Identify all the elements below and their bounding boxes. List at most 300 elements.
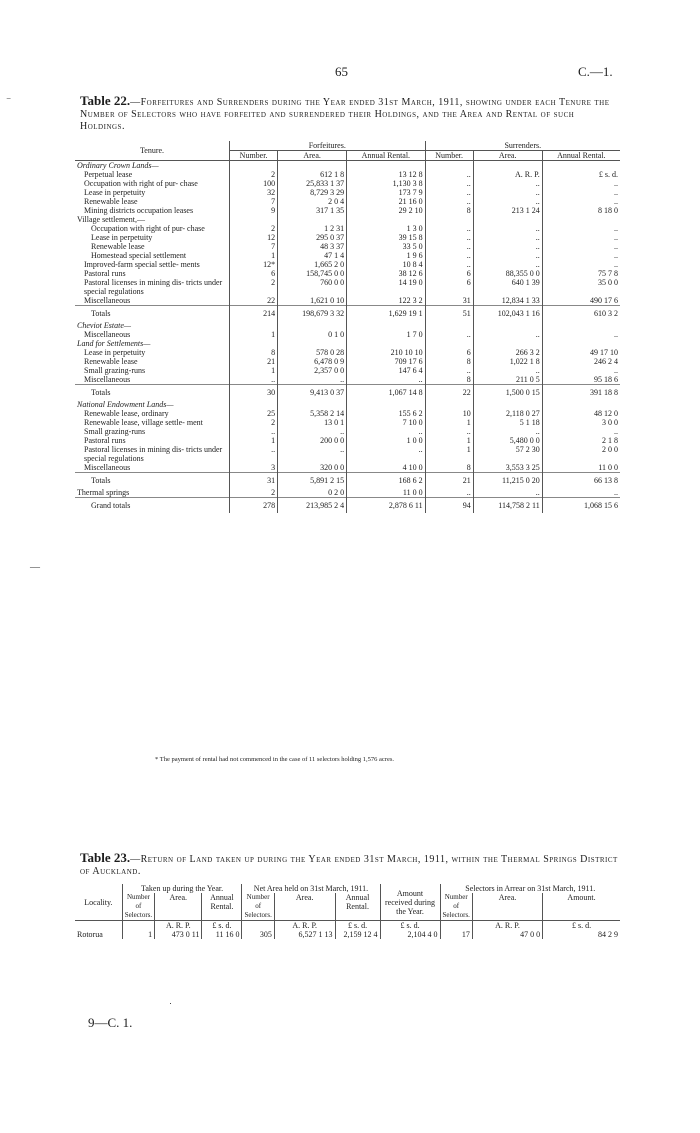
sr-cell: .. bbox=[614, 366, 618, 375]
sn-cell: .. bbox=[425, 488, 473, 498]
sa-cell bbox=[473, 400, 542, 409]
sn-cell: .. bbox=[425, 188, 473, 197]
tenure-cell: Occupation with right of pur- chase bbox=[75, 224, 230, 233]
fr-cell: 210 10 10 bbox=[347, 348, 425, 357]
sn-cell bbox=[425, 161, 473, 171]
table-row bbox=[75, 930, 620, 939]
fn-cell: 8 bbox=[230, 348, 278, 357]
section-heading-row bbox=[75, 400, 620, 409]
fa-cell: 0 2 0 bbox=[278, 488, 347, 498]
col-taken-up: Taken up during the Year. bbox=[122, 884, 242, 893]
fr-cell: 11 0 0 bbox=[347, 488, 425, 498]
fa-cell: 1 2 31 bbox=[278, 224, 347, 233]
fa-cell: 1,621 0 10 bbox=[278, 296, 347, 306]
fr-cell: 173 7 9 bbox=[347, 188, 425, 197]
tenure-cell: Miscellaneous bbox=[75, 375, 230, 385]
sn-cell: 1 bbox=[425, 418, 473, 427]
table-row bbox=[75, 197, 620, 206]
col-surr-area: Area. bbox=[473, 151, 542, 161]
totals-row bbox=[75, 498, 620, 514]
tenure-cell: Pastoral licenses in mining dis- tricts under special regulations bbox=[75, 445, 230, 463]
sr-cell: .. bbox=[614, 427, 618, 436]
table-row bbox=[75, 445, 620, 463]
fa-cell: 5,891 2 15 bbox=[278, 473, 347, 489]
sa-cell: 2,118 0 27 bbox=[473, 409, 542, 418]
sa-cell: 12,834 1 33 bbox=[473, 296, 542, 306]
sr-cell: 246 2 4 bbox=[594, 357, 618, 366]
fn-cell: 31 bbox=[230, 473, 278, 489]
tenure-cell: Totals bbox=[75, 473, 230, 489]
fr-cell bbox=[347, 400, 425, 409]
sa-cell: .. bbox=[473, 366, 542, 375]
table-row bbox=[75, 179, 620, 188]
col-a-area: Area. bbox=[472, 893, 542, 921]
fa-cell: 295 0 37 bbox=[278, 233, 347, 242]
sr-cell: .. bbox=[614, 179, 618, 188]
sa-cell: A. R. P. bbox=[473, 170, 542, 179]
fa-cell: 198,679 3 32 bbox=[278, 306, 347, 322]
table-row bbox=[75, 251, 620, 260]
fr-cell: 14 19 0 bbox=[347, 278, 425, 296]
fr-cell: 29 2 10 bbox=[347, 206, 425, 215]
sa-cell: .. bbox=[473, 188, 542, 197]
fa-cell bbox=[278, 321, 347, 330]
fr-cell: 2,878 6 11 bbox=[347, 498, 425, 514]
tenure-cell: Improved-farm special settle- ments bbox=[75, 260, 230, 269]
sn-cell: 31 bbox=[425, 296, 473, 306]
n-rent-cell: 2,159 12 4 bbox=[335, 930, 380, 939]
fa-cell: 0 1 0 bbox=[278, 330, 347, 339]
fn-cell: 6 bbox=[230, 269, 278, 278]
table22-footnote: * The payment of rental had not commenced in the case of 11 selectors holding 1,576 acres. bbox=[155, 756, 394, 763]
sa-cell bbox=[473, 321, 542, 330]
sr-cell: .. bbox=[614, 224, 618, 233]
fn-cell bbox=[230, 400, 278, 409]
tenure-cell: Thermal springs bbox=[75, 488, 230, 498]
table22-caption: —Forfeitures and Surrenders during the Year ended 31st March, 1911, showing under each Tenure the Number of Selectors who have forfeited and surrendered their Holdings, and the Area and Rental of such Holdings. bbox=[80, 97, 610, 132]
sn-cell: 10 bbox=[425, 409, 473, 418]
fr-cell: 1 9 6 bbox=[347, 251, 425, 260]
fn-cell: 12 bbox=[230, 233, 278, 242]
col-tenure: Tenure. bbox=[75, 141, 230, 161]
unit: £ s. d. bbox=[335, 921, 380, 931]
tenure-cell: Renewable lease, ordinary bbox=[75, 409, 230, 418]
col-a-amount: Amount. bbox=[567, 893, 596, 902]
sa-cell: 1,022 1 8 bbox=[473, 357, 542, 366]
table23-units-row bbox=[75, 921, 620, 931]
sn-cell bbox=[425, 400, 473, 409]
sn-cell: .. bbox=[425, 233, 473, 242]
fa-cell bbox=[278, 215, 347, 224]
fr-cell: 168 6 2 bbox=[347, 473, 425, 489]
fn-cell: 22 bbox=[230, 296, 278, 306]
sr-cell: 35 0 0 bbox=[598, 278, 618, 287]
fn-cell: 30 bbox=[230, 385, 278, 401]
tenure-cell: Lease in perpetuity bbox=[75, 348, 230, 357]
fr-cell: 21 16 0 bbox=[347, 197, 425, 206]
n-num-cell: 305 bbox=[242, 930, 274, 939]
col-surr-number: Number. bbox=[425, 151, 473, 161]
sa-cell: 5 1 18 bbox=[473, 418, 542, 427]
sa-cell: .. bbox=[473, 330, 542, 339]
sr-cell: 2 1 8 bbox=[602, 436, 618, 445]
fn-cell: 1 bbox=[230, 436, 278, 445]
tenure-cell: Miscellaneous bbox=[75, 296, 230, 306]
fa-cell: 317 1 35 bbox=[278, 206, 347, 215]
sn-cell: 51 bbox=[425, 306, 473, 322]
sn-cell: 1 bbox=[425, 436, 473, 445]
fr-cell: 147 6 4 bbox=[347, 366, 425, 375]
tenure-cell: Pastoral runs bbox=[75, 436, 230, 445]
sn-cell: 1 bbox=[425, 445, 473, 463]
fn-cell: 9 bbox=[230, 206, 278, 215]
col-forf-rental: Annual Rental. bbox=[347, 151, 425, 161]
sr-cell: £ s. d. bbox=[598, 170, 618, 179]
fa-cell: 760 0 0 bbox=[278, 278, 347, 296]
sn-cell: .. bbox=[425, 366, 473, 375]
sn-cell: .. bbox=[425, 251, 473, 260]
fn-cell: 25 bbox=[230, 409, 278, 418]
a-amount-cell: 84 2 9 bbox=[598, 930, 618, 939]
totals-row bbox=[75, 473, 620, 489]
table-row bbox=[75, 260, 620, 269]
fa-cell: 8,729 3 29 bbox=[278, 188, 347, 197]
sa-cell: 102,043 1 16 bbox=[473, 306, 542, 322]
fn-cell: 1 bbox=[230, 366, 278, 375]
sa-cell: .. bbox=[473, 260, 542, 269]
tenure-cell: Ordinary Crown Lands— bbox=[75, 161, 230, 171]
sn-cell: 22 bbox=[425, 385, 473, 401]
tenure-cell: Occupation with right of pur- chase bbox=[75, 179, 230, 188]
fa-cell: 6,478 0 9 bbox=[278, 357, 347, 366]
table23-title bbox=[80, 852, 620, 878]
locality-cell: Rotorua bbox=[75, 930, 122, 939]
sr-cell: 95 18 6 bbox=[594, 375, 618, 384]
tenure-cell: National Endowment Lands— bbox=[75, 400, 230, 409]
sr-cell bbox=[542, 339, 620, 348]
sn-cell: 6 bbox=[425, 278, 473, 296]
fn-cell: 100 bbox=[230, 179, 278, 188]
fa-cell: 612 1 8 bbox=[278, 170, 347, 179]
sn-cell: .. bbox=[425, 427, 473, 436]
sn-cell: 8 bbox=[425, 357, 473, 366]
tenure-cell: Small grazing-runs bbox=[75, 427, 230, 436]
unit: £ s. d. bbox=[202, 921, 242, 931]
col-t-rent: Annual Rental. bbox=[202, 893, 242, 921]
fn-cell bbox=[230, 321, 278, 330]
sn-cell: 6 bbox=[425, 269, 473, 278]
sr-cell: 75 7 8 bbox=[598, 269, 618, 278]
fn-cell: .. bbox=[230, 375, 278, 385]
fr-cell: 1 7 0 bbox=[347, 330, 425, 339]
sa-cell: 3,553 3 25 bbox=[473, 463, 542, 473]
fn-cell: 7 bbox=[230, 197, 278, 206]
tenure-cell: Renewable lease bbox=[75, 357, 230, 366]
sn-cell: .. bbox=[425, 179, 473, 188]
tenure-cell: Pastoral runs bbox=[75, 269, 230, 278]
fa-cell bbox=[278, 400, 347, 409]
col-surr-rental: Annual Rental. bbox=[542, 151, 620, 161]
a-num-cell: 17 bbox=[440, 930, 472, 939]
table-row bbox=[75, 224, 620, 233]
section-heading-row bbox=[75, 339, 620, 348]
fr-cell: .. bbox=[347, 445, 425, 463]
fn-cell: 2 bbox=[230, 224, 278, 233]
table-row bbox=[75, 188, 620, 197]
fr-cell bbox=[347, 339, 425, 348]
table-row bbox=[75, 278, 620, 296]
table-row bbox=[75, 463, 620, 473]
fn-cell: 2 bbox=[230, 278, 278, 296]
tenure-cell: Pastoral licenses in mining dis- tricts under special regulations bbox=[75, 278, 230, 296]
margin-mark: — bbox=[30, 562, 40, 573]
a-area-cell: 47 0 0 bbox=[472, 930, 542, 939]
tenure-cell: Village settlement,— bbox=[75, 215, 230, 224]
sa-cell bbox=[473, 215, 542, 224]
fa-cell: 48 3 37 bbox=[278, 242, 347, 251]
tenure-cell: Small grazing-runs bbox=[75, 366, 230, 375]
table-row bbox=[75, 409, 620, 418]
fa-cell: 320 0 0 bbox=[278, 463, 347, 473]
fa-cell: 578 0 28 bbox=[278, 348, 347, 357]
fn-cell: 32 bbox=[230, 188, 278, 197]
sn-cell bbox=[425, 321, 473, 330]
fn-cell: 1 bbox=[230, 251, 278, 260]
fr-cell bbox=[347, 321, 425, 330]
fr-cell: 33 5 0 bbox=[347, 242, 425, 251]
fa-cell: 2 0 4 bbox=[278, 197, 347, 206]
table-row bbox=[75, 427, 620, 436]
t-rent-cell: 11 16 0 bbox=[202, 930, 242, 939]
fn-cell bbox=[230, 161, 278, 171]
fn-cell: 12* bbox=[230, 260, 278, 269]
table23-thermal-springs bbox=[75, 884, 620, 939]
sr-cell: 11 0 0 bbox=[598, 463, 618, 472]
tenure-cell: Renewable lease, village settle- ment bbox=[75, 418, 230, 427]
document-reference: C.—1. bbox=[578, 64, 613, 79]
fa-cell: 47 1 4 bbox=[278, 251, 347, 260]
col-net-area: Net Area held on 31st March, 1911. bbox=[242, 884, 380, 893]
sr-cell: .. bbox=[614, 488, 618, 497]
sn-cell: 94 bbox=[425, 498, 473, 514]
sr-cell: 2 0 0 bbox=[602, 445, 618, 454]
fa-cell bbox=[278, 161, 347, 171]
fn-cell: .. bbox=[230, 445, 278, 463]
table-row bbox=[75, 206, 620, 215]
fr-cell: 38 12 6 bbox=[347, 269, 425, 278]
fr-cell: 7 10 0 bbox=[347, 418, 425, 427]
sr-cell: 8 18 0 bbox=[598, 206, 618, 215]
sa-cell: .. bbox=[473, 197, 542, 206]
table22-forfeitures-surrenders bbox=[75, 141, 620, 513]
sn-cell: .. bbox=[425, 170, 473, 179]
fr-cell bbox=[347, 215, 425, 224]
section-heading-row bbox=[75, 161, 620, 171]
col-n-num: Number of Selectors. bbox=[242, 893, 274, 921]
col-forf-area: Area. bbox=[278, 151, 347, 161]
fr-cell: .. bbox=[347, 375, 425, 385]
fr-cell: 13 12 8 bbox=[347, 170, 425, 179]
col-a-num: Number of Selectors. bbox=[440, 893, 472, 921]
col-locality: Locality. bbox=[75, 884, 122, 921]
sr-cell: 66 13 8 bbox=[542, 473, 620, 489]
fr-cell: 155 6 2 bbox=[347, 409, 425, 418]
unit: £ s. d. bbox=[380, 921, 440, 931]
fa-cell: .. bbox=[278, 427, 347, 436]
table-row bbox=[75, 233, 620, 242]
fr-cell: 122 3 2 bbox=[347, 296, 425, 306]
sn-cell: .. bbox=[425, 260, 473, 269]
section-heading-row bbox=[75, 321, 620, 330]
tenure-cell: Perpetual lease bbox=[75, 170, 230, 179]
tenure-cell: Totals bbox=[75, 306, 230, 322]
sa-cell: .. bbox=[473, 251, 542, 260]
sn-cell: 6 bbox=[425, 348, 473, 357]
table22-title bbox=[80, 95, 620, 133]
tenure-cell: Totals bbox=[75, 385, 230, 401]
unit: A. R. P. bbox=[274, 921, 335, 931]
table23-label: Table 23. bbox=[80, 850, 131, 865]
tenure-cell: Lease in perpetuity bbox=[75, 188, 230, 197]
sa-cell: 640 1 39 bbox=[473, 278, 542, 296]
fr-cell: 1,130 3 8 bbox=[347, 179, 425, 188]
sr-cell: 49 17 10 bbox=[590, 348, 618, 357]
fr-cell: 1,629 19 1 bbox=[347, 306, 425, 322]
sa-cell: 11,215 0 20 bbox=[473, 473, 542, 489]
table22-label: Table 22. bbox=[80, 93, 131, 108]
sr-cell: 490 17 6 bbox=[590, 296, 618, 305]
fn-cell: 278 bbox=[230, 498, 278, 514]
page-number: 65 bbox=[335, 64, 348, 79]
divider bbox=[170, 1003, 171, 1004]
table-row bbox=[75, 330, 620, 339]
tenure-cell: Homestead special settlement bbox=[75, 251, 230, 260]
sn-cell: .. bbox=[425, 224, 473, 233]
col-t-area: Area. bbox=[155, 893, 202, 921]
fa-cell bbox=[278, 339, 347, 348]
fa-cell: 13 0 1 bbox=[278, 418, 347, 427]
sr-cell bbox=[542, 161, 620, 171]
fn-cell: 21 bbox=[230, 357, 278, 366]
sn-cell: .. bbox=[425, 197, 473, 206]
footer-reference: 9—C. 1. bbox=[88, 1015, 133, 1030]
table-row bbox=[75, 366, 620, 375]
fa-cell: .. bbox=[278, 445, 347, 463]
col-arrear: Selectors in Arrear on 31st March, 1911. bbox=[465, 884, 596, 893]
tenure-cell: Mining districts occupation leases bbox=[75, 206, 230, 215]
sa-cell: .. bbox=[473, 242, 542, 251]
col-forfeitures: Forfeitures. bbox=[230, 141, 426, 151]
sr-cell bbox=[542, 215, 620, 224]
tenure-cell: Lease in perpetuity bbox=[75, 233, 230, 242]
sa-cell: .. bbox=[473, 488, 542, 498]
unit: £ s. d. bbox=[571, 921, 592, 930]
sn-cell: 8 bbox=[425, 463, 473, 473]
sn-cell: 8 bbox=[425, 206, 473, 215]
sa-cell: 1,500 0 15 bbox=[473, 385, 542, 401]
tenure-cell: Land for Settlements— bbox=[75, 339, 230, 348]
t-num-cell: 1 bbox=[122, 930, 154, 939]
sr-cell: .. bbox=[614, 251, 618, 260]
sr-cell bbox=[542, 400, 620, 409]
totals-row bbox=[75, 385, 620, 401]
tenure-cell: Grand totals bbox=[75, 498, 230, 514]
col-amount-received: Amount received during the Year. bbox=[380, 884, 440, 921]
fa-cell: 25,833 1 37 bbox=[278, 179, 347, 188]
sa-cell: 266 3 2 bbox=[473, 348, 542, 357]
sa-cell: 211 0 5 bbox=[473, 375, 542, 385]
margin-mark: ⁻ bbox=[6, 96, 12, 107]
col-n-area: Area. bbox=[274, 893, 335, 921]
fa-cell: 1,665 2 0 bbox=[278, 260, 347, 269]
unit: A. R. P. bbox=[155, 921, 202, 931]
sa-cell bbox=[473, 339, 542, 348]
fa-cell: 213,985 2 4 bbox=[278, 498, 347, 514]
col-t-num: Number of Selectors. bbox=[122, 893, 154, 921]
sr-cell: .. bbox=[614, 233, 618, 242]
sr-cell: .. bbox=[614, 242, 618, 251]
fa-cell: 200 0 0 bbox=[278, 436, 347, 445]
fr-cell: 1 3 0 bbox=[347, 224, 425, 233]
sa-cell: 88,355 0 0 bbox=[473, 269, 542, 278]
col-forf-number: Number. bbox=[230, 151, 278, 161]
sr-cell: 48 12 0 bbox=[594, 409, 618, 418]
sr-cell: 610 3 2 bbox=[542, 306, 620, 322]
fa-cell: 2,357 0 0 bbox=[278, 366, 347, 375]
sr-cell: .. bbox=[614, 330, 618, 339]
table-row bbox=[75, 215, 620, 224]
fr-cell: 709 17 6 bbox=[347, 357, 425, 366]
fn-cell: 2 bbox=[230, 488, 278, 498]
table-row bbox=[75, 436, 620, 445]
fa-cell: 5,358 2 14 bbox=[278, 409, 347, 418]
sn-cell bbox=[425, 215, 473, 224]
fn-cell: 2 bbox=[230, 418, 278, 427]
received-cell: 2,104 4 0 bbox=[380, 930, 440, 939]
sa-cell: 213 1 24 bbox=[473, 206, 542, 215]
fr-cell: .. bbox=[347, 427, 425, 436]
table23-caption: —Return of Land taken up during the Year ended 31st March, 1911, within the Thermal Springs District of Auckland. bbox=[80, 854, 618, 877]
fr-cell: 39 15 8 bbox=[347, 233, 425, 242]
tenure-cell: Renewable lease bbox=[75, 197, 230, 206]
col-n-rent: Annual Rental. bbox=[335, 893, 380, 921]
n-area-cell: 6,527 1 13 bbox=[274, 930, 335, 939]
sa-cell: 57 2 30 bbox=[473, 445, 542, 463]
tenure-cell: Cheviot Estate— bbox=[75, 321, 230, 330]
fn-cell: 2 bbox=[230, 170, 278, 179]
table-row bbox=[75, 269, 620, 278]
fr-cell: 4 10 0 bbox=[347, 463, 425, 473]
tenure-cell: Miscellaneous bbox=[75, 330, 230, 339]
fn-cell: 214 bbox=[230, 306, 278, 322]
fr-cell bbox=[347, 161, 425, 171]
sa-cell: .. bbox=[473, 233, 542, 242]
t-area-cell: 473 0 11 bbox=[155, 930, 202, 939]
fr-cell: 10 8 4 bbox=[347, 260, 425, 269]
table-row bbox=[75, 418, 620, 427]
totals-row bbox=[75, 306, 620, 322]
sr-cell: .. bbox=[614, 188, 618, 197]
fn-cell bbox=[230, 339, 278, 348]
sa-cell: 114,758 2 11 bbox=[473, 498, 542, 514]
sn-cell: 21 bbox=[425, 473, 473, 489]
sr-cell: 3 0 0 bbox=[602, 418, 618, 427]
tenure-cell: Renewable lease bbox=[75, 242, 230, 251]
sa-cell: .. bbox=[473, 179, 542, 188]
unit: A. R. P. bbox=[472, 921, 542, 931]
table-row bbox=[75, 348, 620, 357]
table-row bbox=[75, 488, 620, 498]
